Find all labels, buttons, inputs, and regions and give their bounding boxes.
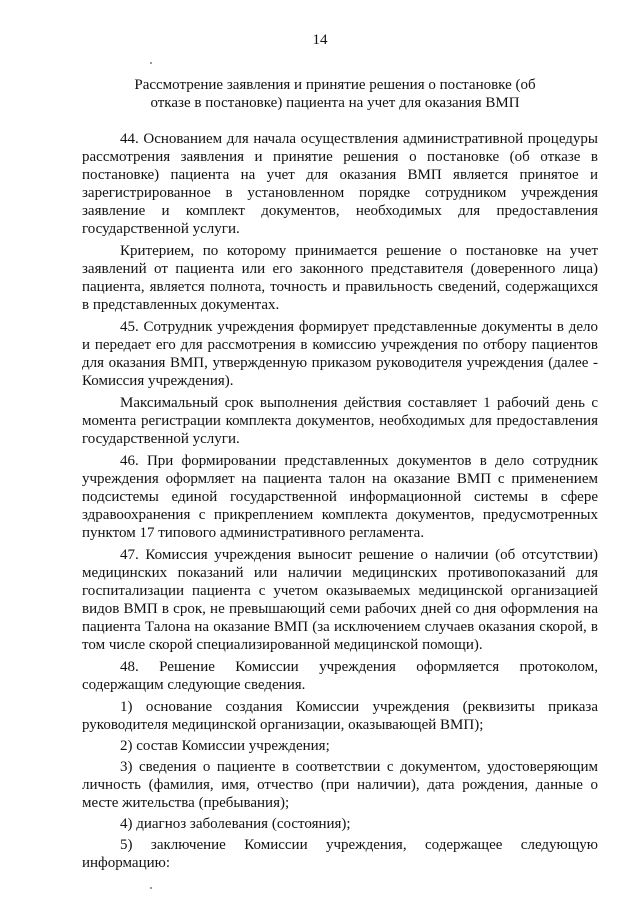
list-item-1: 1) основание создания Комиссии учреждения (реквизиты приказа руководителя медицинской организации, оказывающей ВМП); — [82, 699, 598, 733]
section-heading: Рассмотрение заявления и принятие решения о постановке (об отказе в постановке) пациента на учет для оказания ВМП — [134, 77, 536, 111]
paragraph-46: 46. При формировании представленных документов в дело сотрудник учреждения оформляет на пациента талон на оказание ВМП с применением подсистемы единой государственной информационной системы в сфере здравоохранения с прикреплением комплекта документов, предусмотренных пунктом 17 типового административного регламента. — [82, 453, 598, 541]
paragraph-48: 48. Решение Комиссии учреждения оформляется протоколом, содержащим следующие сведения. — [82, 659, 598, 693]
list-item-2: 2) состав Комиссии учреждения; — [120, 738, 330, 754]
page-number: 14 — [312, 32, 328, 48]
list-item-5: 5) заключение Комиссии учреждения, содержащее следующую информацию: — [82, 837, 598, 871]
paragraph-max-term: Максимальный срок выполнения действия составляет 1 рабочий день с момента регистрации комплекта документов, необходимых для предоставления государственной услуги. — [82, 395, 598, 447]
paragraph-45: 45. Сотрудник учреждения формирует представленные документы в дело и передает его для рассмотрения в комиссию учреждения по отбору пациентов для оказания ВМП, утвержденную приказом руководителя учреждения (далее - Комиссия учреждения). — [82, 319, 598, 389]
scan-speck — [150, 62, 152, 64]
paragraph-44: 44. Основанием для начала осуществления административной процедуры рассмотрения заявления и принятие решения о постановке (об отказе в постановке) пациента на учет для оказания ВМП является принятое и зарегистрированное в установленном порядке сотрудником учреждения заявление и комплект документов, необходимых для предоставления государственной услуги. — [82, 131, 598, 237]
paragraph-47: 47. Комиссия учреждения выносит решение о наличии (об отсутствии) медицинских показаний или наличии медицинских противопоказаний для госпитализации пациента с учетом оказываемых медицинской организацией видов ВМП в срок, не превышающий семи рабочих дней со дня оформления на пациента Талона на оказание ВМП (за исключением случаев оказания скорой, в том числе скорой специализированной медицинской помощи). — [82, 547, 598, 653]
document-body — [82, 130, 598, 875]
paragraph-criterion: Критерием, по которому принимается решение о постановке на учет заявлений от пациента или его законного представителя (доверенного лица) пациента, является полнота, точность и правильность сведений, содержащихся в представленных документах. — [82, 243, 598, 313]
list-item-4: 4) диагноз заболевания (состояния); — [120, 816, 351, 832]
scan-speck — [150, 887, 152, 889]
list-item-3: 3) сведения о пациенте в соответствии с документом, удостоверяющим личность (фамилия, имя, отчество (при наличии), дата рождения, данные о месте жительства (пребывания); — [82, 759, 598, 811]
